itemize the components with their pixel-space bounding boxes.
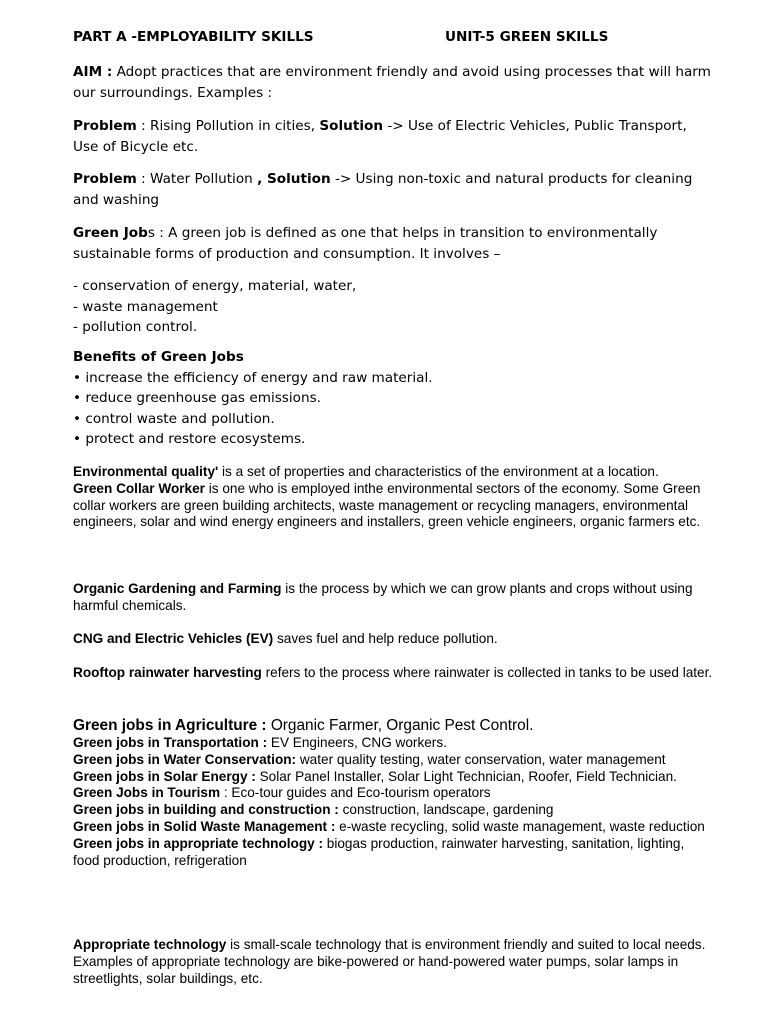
benefits-heading: Benefits of Green Jobs xyxy=(73,349,244,365)
header-part-title: PART A -EMPLOYABILITY SKILLS xyxy=(73,29,314,45)
cng-text: saves fuel and help reduce pollution. xyxy=(273,631,498,646)
sector-text: water quality testing, water conservation, water management xyxy=(296,751,666,767)
sector-item xyxy=(73,836,713,870)
aim-label: AIM : xyxy=(73,64,113,80)
cng-paragraph xyxy=(73,631,713,648)
sector-label: Green jobs in Water Conservation: xyxy=(73,751,297,767)
organic-label: Organic Gardening and Farming xyxy=(73,581,282,596)
sector-text: : Eco-tour guides and Eco-tourism operators xyxy=(220,785,491,801)
appropriate-tech-label: Appropriate technology xyxy=(73,937,227,952)
sector-text: e-waste recycling, solid waste management, waste reduction xyxy=(335,818,705,834)
rooftop-paragraph xyxy=(73,665,713,682)
env-quality-label: Environmental quality' xyxy=(73,464,219,479)
list-item: • protect and restore ecosystems. xyxy=(73,431,306,447)
list-item: - pollution control. xyxy=(73,319,198,335)
sector-label: Green jobs in Solar Energy : xyxy=(73,768,256,784)
sector-label: Green Jobs in Tourism xyxy=(73,785,221,801)
organic-paragraph xyxy=(73,581,713,615)
solution-label: , Solution xyxy=(257,171,331,187)
jobs-by-sector xyxy=(73,716,713,869)
problem-text: : Rising Pollution in cities, xyxy=(136,118,320,134)
sector-text: Solar Panel Installer, Solar Light Technician, Roofer, Field Technician. xyxy=(255,768,677,784)
rooftop-text: refers to the process where rainwater is collected in tanks to be used later. xyxy=(261,665,713,680)
sector-item xyxy=(73,802,713,819)
benefits-section xyxy=(73,347,713,450)
cng-label: CNG and Electric Vehicles (EV) xyxy=(73,631,274,646)
green-jobs-text: s : A green job is defined as one that helps in transition to environmentally sustainable forms of production and consumption. It involves – xyxy=(73,225,658,262)
sector-item xyxy=(73,716,713,735)
list-item: • control waste and pollution. xyxy=(73,410,275,427)
sector-text: Organic Farmer, Organic Pest Control. xyxy=(266,717,534,734)
sector-item xyxy=(73,819,713,836)
appropriate-tech-paragraph xyxy=(73,937,713,987)
problem-text: : Water Pollution xyxy=(136,171,258,187)
collar-worker-label: Green Collar Worker xyxy=(73,480,205,496)
problem-label: Problem xyxy=(73,171,137,187)
rooftop-label: Rooftop rainwater harvesting xyxy=(73,665,262,680)
sector-label: Green jobs in building and construction : xyxy=(73,802,339,818)
sector-text: biogas production, rainwater harvesting, sanitation, lighting, food production, refrigeration xyxy=(73,835,685,868)
sector-label: Green jobs in Agriculture : xyxy=(73,717,267,734)
sector-item xyxy=(73,785,713,802)
solution-label: Solution xyxy=(319,118,384,134)
list-item: • increase the efficiency of energy and raw material. xyxy=(73,369,433,386)
sector-item xyxy=(73,735,713,752)
sector-text: construction, landscape, gardening xyxy=(338,802,554,818)
collar-worker-text: is one who is employed inthe environmental sectors of the economy. Some Green collar workers are green building architects, waste management or recycling managers, environmental engineers, solar and wind energy engineers and installers, green vehicle engineers, organic farmers etc. xyxy=(73,480,701,530)
list-item: - conservation of energy, material, water, xyxy=(73,278,357,294)
env-quality-paragraph xyxy=(73,464,713,481)
sector-label: Green jobs in appropriate technology : xyxy=(73,835,324,851)
sector-item xyxy=(73,752,713,769)
solution-text: -> Using non-toxic and natural products for cleaning and washing xyxy=(73,171,693,208)
aim-paragraph xyxy=(73,62,713,103)
sector-item xyxy=(73,769,713,786)
appropriate-tech-text: is small-scale technology that is environment friendly and suited to local needs. Examples of appropriate technology are bike-powered or hand-powered water pumps, solar lamps in streetlights, solar buildings, etc. xyxy=(73,937,706,986)
sector-label: Green jobs in Solid Waste Management : xyxy=(73,818,336,834)
aim-text: Adopt practices that are environment friendly and avoid using processes that will harm our surroundings. Examples : xyxy=(73,64,711,101)
page-header xyxy=(73,27,713,47)
green-jobs-label: Green Job xyxy=(73,225,148,241)
list-item: - waste management xyxy=(73,298,218,315)
solution-text: -> Use of Electric Vehicles, Public Transport, Use of Bicycle etc. xyxy=(73,118,687,155)
list-item: • reduce greenhouse gas emissions. xyxy=(73,390,321,406)
problem-paragraph xyxy=(73,169,713,210)
sector-text: EV Engineers, CNG workers. xyxy=(267,735,447,750)
green-jobs-definition xyxy=(73,223,713,264)
sector-label: Green jobs in Transportation : xyxy=(73,735,268,750)
problem-paragraph xyxy=(73,116,713,157)
definitions-block xyxy=(73,464,713,531)
header-unit-title: UNIT-5 GREEN SKILLS xyxy=(445,29,609,45)
involves-list xyxy=(73,276,713,338)
organic-text: is the process by which we can grow plants and crops without using harmful chemicals. xyxy=(73,581,693,613)
collar-worker-paragraph xyxy=(73,481,713,531)
problem-label: Problem xyxy=(73,118,137,134)
env-quality-text: is a set of properties and characteristics of the environment at a location. xyxy=(218,464,659,479)
